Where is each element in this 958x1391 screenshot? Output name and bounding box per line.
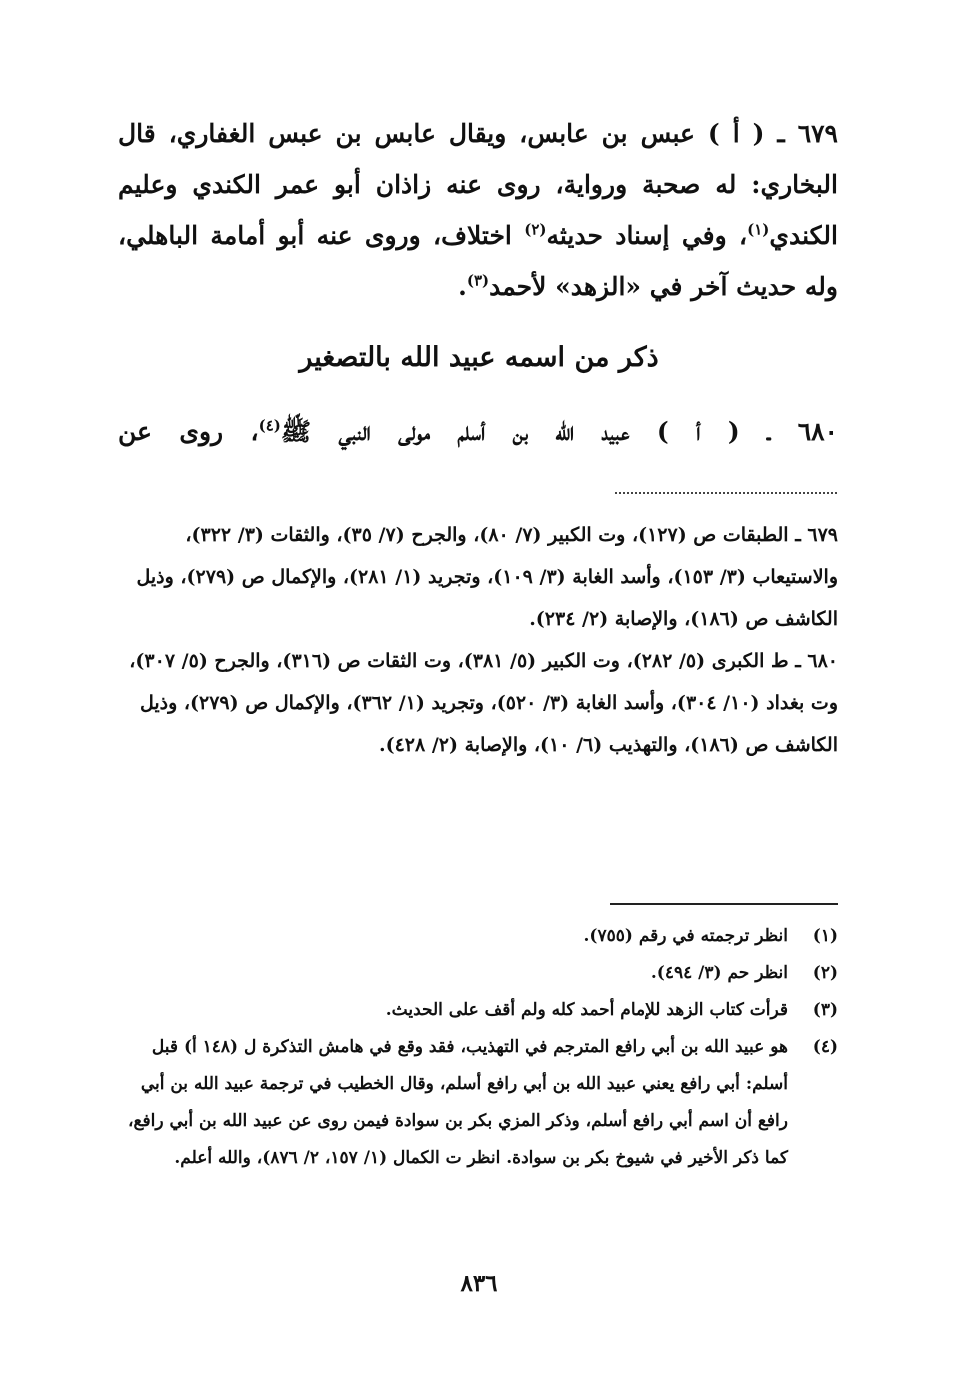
entry-679-text-part-3: اختلاف، وروى عنه أبو أمامة الباهلي، وله حديث آخر في «الزهد» لأحمد <box>118 221 838 301</box>
footnotes-section <box>118 918 838 1177</box>
source-number: ٦٧٩ ـ <box>795 524 838 546</box>
footnote-2 <box>118 955 838 992</box>
footnote-ref-2[interactable]: (٢) <box>524 220 547 239</box>
source-text: ط الكبرى (٥/ ٢٨٢)، وت الكبير (٥/ ٣٨١)، وت الثقات ص (٣١٦)، والجرح (٥/ ٣٠٧)، وت بغداد (١٠/ ٣٠٤)، وأسد الغابة (٣/ ٥٢٠)، وتجريد (١/ ٣٦٢)، والإكمال ص (٢٧٩)، وذيل الكاشف ص (١٨٦)، والتهذيب (٦/ ١٠)، والإصابة (٢/ ٤٢٨). <box>129 650 838 756</box>
entry-680-text-part-1: ( أ ) عبيد الله بن أسلم مولى النبي ﷺ <box>280 417 740 446</box>
entry-679 <box>118 108 838 312</box>
footnote-ref-1[interactable]: (١) <box>747 220 770 239</box>
dotted-separator <box>615 492 837 494</box>
source-number: ٦٨٠ ـ <box>795 650 838 672</box>
entry-679-text-part-4: . <box>458 272 467 301</box>
footnote-text: انظر حم (٣/ ٤٩٤). <box>650 963 788 983</box>
entry-680 <box>118 410 838 454</box>
footnote-1 <box>118 918 838 955</box>
footnote-3 <box>118 992 838 1029</box>
entry-679-text-part-2: ، وفي إسناد حديثه <box>546 221 748 250</box>
footnote-ref-3[interactable]: (٣) <box>466 271 490 290</box>
entry-680-number: ٦٨٠ ـ <box>767 417 838 446</box>
footnote-rule <box>610 903 838 905</box>
sources-section <box>118 514 838 766</box>
footnote-number: (٣) <box>812 1000 838 1020</box>
footnote-text: هو عبيد الله بن أبي رافع المترجم في التهذيب، فقد وقع في هامش التذكرة ل (١٤٨ أ) قبل أسلم: أبي رافع يعني عبيد الله بن أبي رافع أسلم، وقال الخطيب في ترجمة عبيد الله بن أبي رافع أن اسم أبي رافع أسلم، وذكر المزي بكر بن سوادة فيمن روى عن عبيد الله بن أبي رافع، كما ذكر الأخير في شيوخ بكر بن سوادة. انظر ت الكمال (١/ ١٥٧، ٢/ ٨٧٦)، والله أعلم. <box>127 1037 788 1168</box>
footnote-number: (٤) <box>812 1037 838 1057</box>
footnote-number: (١) <box>812 926 838 946</box>
footnote-text: انظر ترجمته في رقم (٧٥٥). <box>583 926 788 946</box>
entry-679-number: ٦٧٩ ـ <box>777 119 838 148</box>
footnote-number: (٢) <box>812 963 838 983</box>
page-number: ٨٣٦ <box>460 1270 498 1297</box>
source-entry-679 <box>118 514 838 640</box>
section-heading: ذكر من اسمه عبيد الله بالتصغير <box>299 342 659 373</box>
footnote-ref-4[interactable]: (٤) <box>258 416 281 435</box>
footnote-text: قرأت كتاب الزهد للإمام أحمد كله ولم أقف على الحديث. <box>385 1000 788 1020</box>
source-entry-680 <box>118 640 838 766</box>
footnote-4 <box>118 1029 838 1177</box>
entry-679-text-part-1: ( أ ) عبس بن عابس، ويقال عابس بن عبس الغفاري، قال البخاري: له صحبة ورواية، روى عنه زاذان أبو عمر الكندي وعليم الكندي <box>118 119 838 250</box>
entry-680-text-part-2: ، روى عن <box>118 417 259 446</box>
source-text: الطبقات ص (١٢٧)، وت الكبير (٧/ ٨٠)، والجرح (٧/ ٣٥)، والثقات (٣/ ٣٢٢)، والاستيعاب (٣/ ١٥٣)، وأسد الغابة (٣/ ١٠٩)، وتجريد (١/ ٢٨١)، والإكمال ص (٢٧٩)، وذيل الكاشف ص (١٨٦)، والإصابة (٢/ ٢٣٤). <box>136 524 838 630</box>
